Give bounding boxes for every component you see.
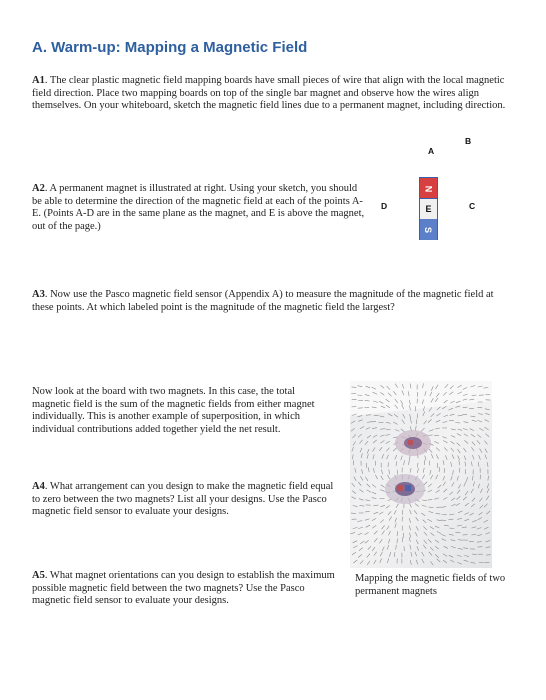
page-title: A. Warm-up: Mapping a Magnetic Field [32, 39, 308, 56]
question-a2-text: . A permanent magnet is illustrated at right. Using your sketch, you should be able to determine the direction of the magnetic field at each of the points A-E. (Points A-D are in the same plane as the magnet, and E is above the magnet, out of the page.) [32, 183, 365, 232]
question-a5-number: A5 [32, 570, 45, 581]
question-a1 [32, 75, 512, 113]
point-d-label: D [381, 201, 388, 211]
point-b-label: B [465, 136, 472, 146]
question-a1-number: A1 [32, 75, 45, 86]
question-a4 [32, 481, 337, 519]
question-a1-text: . The clear plastic magnetic field mapping boards have small pieces of wire that align with the local magnetic field direction. Place two mapping boards on top of the single bar magnet and observe how the wires align themselves. On your whiteboard, sketch the magnetic field lines due to a permanent magnet, including direction. [32, 75, 506, 112]
magnet-north-pole: N [420, 178, 437, 199]
two-magnets-paragraph: Now look at the board with two magnets. In this case, the total magnetic field is the sum of the magnetic fields from either magnet individually. This is another example of superposition, in which individual contributions added together yield the net result. [32, 386, 315, 435]
question-a5-text: . What magnet orientations can you design to establish the maximum possible magnetic field between the two magnets? Use the Pasco magnetic field sensor to evaluate your designs. [32, 570, 335, 607]
question-a5 [32, 570, 337, 608]
photo-caption: Mapping the magnetic fields of two permanent magnets [355, 573, 506, 597]
question-a3-text: . Now use the Pasco magnetic field sensor (Appendix A) to measure the magnitude of the magnetic field at these points. At which labeled point is the magnitude of the magnetic field the largest? [32, 289, 494, 313]
point-e-label: E [420, 198, 437, 220]
question-a3-number: A3 [32, 289, 45, 300]
question-a2-number: A2 [32, 183, 45, 194]
magnetic-field-photo [350, 381, 492, 568]
magnet-south-pole: S [420, 219, 437, 240]
question-a2 [32, 183, 365, 233]
point-a-label: A [428, 146, 435, 156]
question-a3 [32, 289, 512, 314]
point-c-label: C [469, 201, 476, 211]
question-a4-number: A4 [32, 481, 45, 492]
bar-magnet [419, 177, 438, 240]
question-a4-text: . What arrangement can you design to make the magnetic field equal to zero between the two magnets? List all your designs. Use the Pasco magnetic field sensor to evaluate your designs. [32, 481, 334, 518]
